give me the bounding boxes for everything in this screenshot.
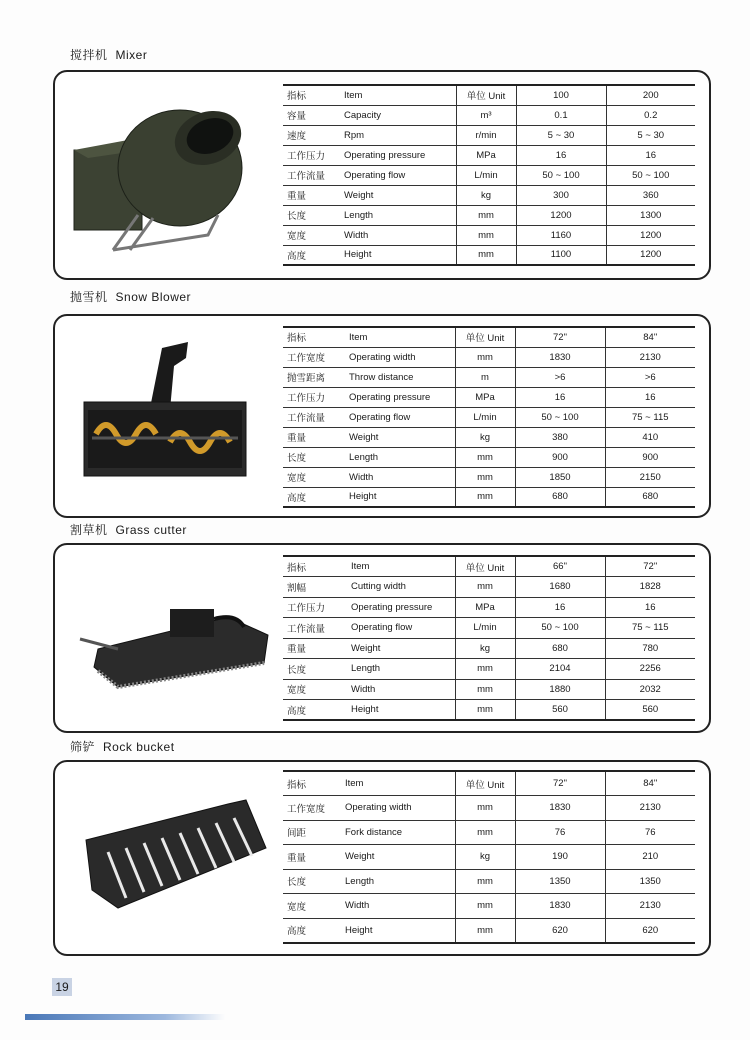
section-title-snow-blower: 抛雪机 Snow Blower (70, 290, 192, 304)
table-row: 速度 Rpm r/min 5 ~ 30 5 ~ 30 (283, 125, 695, 145)
table-row: 抛雪距离 Throw distance m >6 >6 (283, 367, 695, 387)
table-row: 高度 Height mm 560 560 (283, 700, 695, 721)
table-row: 高度 Height mm 680 680 (283, 487, 695, 507)
footer-accent-bar (25, 1014, 225, 1020)
table-header-row: 指标 Item 单位 Unit 100 200 (283, 85, 695, 105)
table-row: 高度 Height mm 620 620 (283, 918, 695, 943)
table-row: 宽度 Width mm 1160 1200 (283, 225, 695, 245)
mixer-spec-table (283, 84, 695, 266)
section-title-mixer: 搅拌机 Mixer (70, 48, 148, 62)
table-row: 间距 Fork distance mm 76 76 (283, 820, 695, 845)
table-row: 长度 Length mm 1350 1350 (283, 869, 695, 894)
table-row: 宽度 Width mm 1880 2032 (283, 679, 695, 700)
mixer-image (68, 100, 248, 260)
table-row: 工作压力 Operating pressure MPa 16 16 (283, 145, 695, 165)
table-row: 重量 Weight kg 190 210 (283, 845, 695, 870)
rock-bucket-spec-table (283, 770, 695, 944)
grass-cutter-spec-table (283, 555, 695, 721)
table-row: 宽度 Width mm 1850 2150 (283, 467, 695, 487)
table-row: 工作流量 Operating flow L/min 50 ~ 100 50 ~ 100 (283, 165, 695, 185)
page-number: 19 (52, 978, 72, 996)
grass-cutter-image (78, 605, 273, 695)
snow-blower-image (78, 338, 253, 488)
table-row: 高度 Height mm 1100 1200 (283, 245, 695, 265)
table-row: 重量 Weight kg 380 410 (283, 427, 695, 447)
table-row: 工作压力 Operating pressure MPa 16 16 (283, 597, 695, 618)
table-row: 工作宽度 Operating width mm 1830 2130 (283, 796, 695, 821)
table-header-row: 指标 Item 单位 Unit 72" 84" (283, 327, 695, 347)
table-header-row: 指标 Item 单位 Unit 66" 72" (283, 556, 695, 577)
table-row: 重量 Weight kg 300 360 (283, 185, 695, 205)
table-header-row: 指标 Item 单位 Unit 72" 84" (283, 771, 695, 796)
table-row: 工作流量 Operating flow L/min 50 ~ 100 75 ~ 115 (283, 407, 695, 427)
table-row: 割幅 Cutting width mm 1680 1828 (283, 577, 695, 598)
table-row: 长度 Length mm 1200 1300 (283, 205, 695, 225)
table-row: 重量 Weight kg 680 780 (283, 638, 695, 659)
rock-bucket-image (78, 790, 273, 915)
table-row: 宽度 Width mm 1830 2130 (283, 894, 695, 919)
table-row: 长度 Length mm 2104 2256 (283, 659, 695, 680)
snow-blower-spec-table (283, 326, 695, 508)
table-row: 工作宽度 Operating width mm 1830 2130 (283, 347, 695, 367)
table-row: 工作流量 Operating flow L/min 50 ~ 100 75 ~ 115 (283, 618, 695, 639)
section-title-grass-cutter: 割草机 Grass cutter (70, 523, 187, 537)
table-row: 工作压力 Operating pressure MPa 16 16 (283, 387, 695, 407)
table-row: 容量 Capacity m³ 0.1 0.2 (283, 105, 695, 125)
table-row: 长度 Length mm 900 900 (283, 447, 695, 467)
section-title-rock-bucket: 筛铲 Rock bucket (70, 740, 175, 754)
